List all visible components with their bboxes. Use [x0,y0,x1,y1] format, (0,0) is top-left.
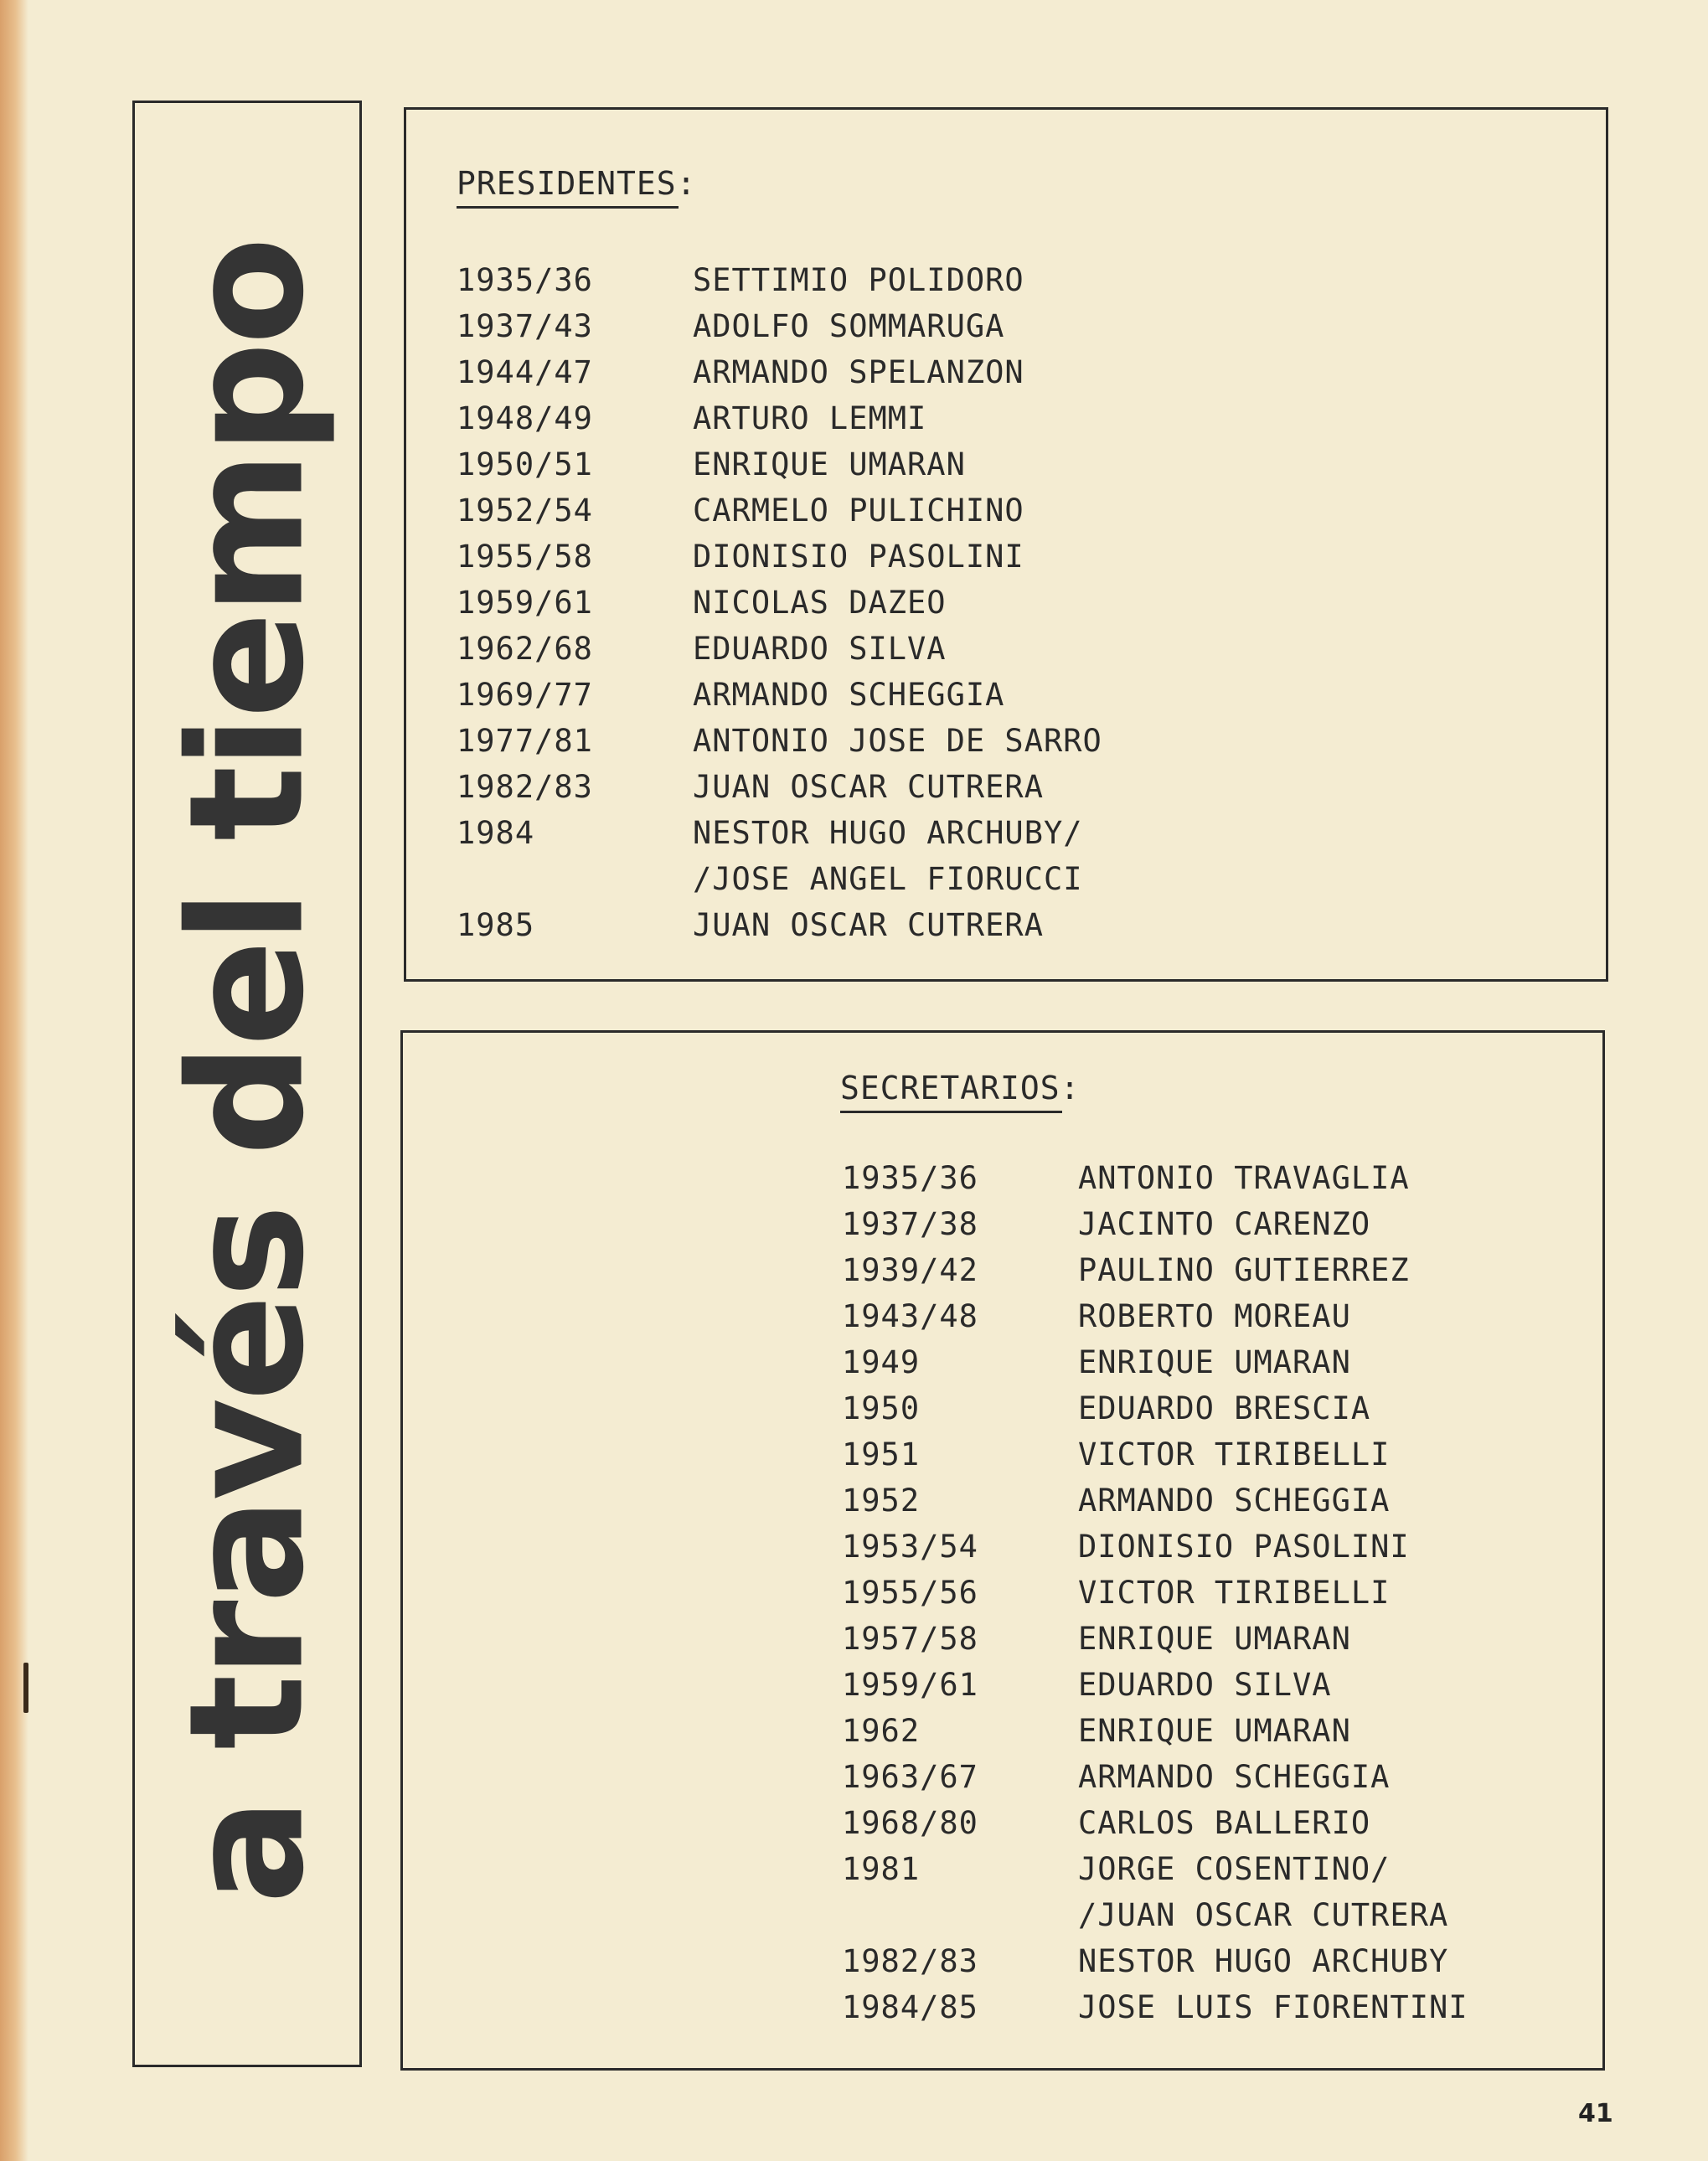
name-cell: EDUARDO SILVA [1078,1667,1332,1703]
list-row [457,764,1102,810]
year-cell: 1935/36 [842,1160,978,1196]
year-cell: 1984 [457,815,535,851]
year-cell: 1935/36 [457,262,593,298]
list-row [842,1339,1468,1385]
secretarios-heading: SECRETARIOS: [840,1070,1081,1106]
name-cell: ARMANDO SCHEGGIA [693,677,1005,713]
name-cell: ENRIQUE UMARAN [1078,1621,1351,1657]
list-row [457,672,1102,718]
name-cell: VICTOR TIRIBELLI [1078,1575,1391,1611]
name-cell: ANTONIO JOSE DE SARRO [693,723,1102,759]
year-cell: 1943/48 [842,1298,978,1334]
name-cell: /JUAN OSCAR CUTRERA [1078,1897,1449,1933]
presidentes-heading: PRESIDENTES: [457,165,697,202]
year-cell: 1969/77 [457,677,593,713]
year-cell: 1944/47 [457,354,593,390]
list-row [842,1616,1468,1662]
name-cell: ANTONIO TRAVAGLIA [1078,1160,1410,1196]
year-cell: 1955/56 [842,1575,978,1611]
name-cell: SETTIMIO POLIDORO [693,262,1024,298]
list-row [842,1431,1468,1478]
list-row [842,1570,1468,1616]
list-row [457,303,1102,349]
year-cell: 1955/58 [457,539,593,575]
list-row [457,257,1102,303]
list-row [457,718,1102,764]
name-cell: JACINTO CARENZO [1078,1206,1371,1242]
year-cell: 1950/51 [457,446,593,482]
name-cell: DIONISIO PASOLINI [693,539,1024,575]
year-cell: 1948/49 [457,400,593,436]
list-row [457,534,1102,580]
list-row [842,1478,1468,1524]
name-cell: ADOLFO SOMMARUGA [693,308,1005,344]
name-cell: /JOSE ANGEL FIORUCCI [693,861,1083,897]
secretarios-box [400,1030,1605,2071]
name-cell: CARLOS BALLERIO [1078,1805,1371,1841]
list-row [842,1201,1468,1247]
name-cell: ENRIQUE UMARAN [693,446,966,482]
year-cell: 1952 [842,1483,921,1519]
year-cell: 1953/54 [842,1529,978,1565]
year-cell: 1963/67 [842,1759,978,1795]
year-cell: 1962 [842,1713,921,1749]
name-cell: ARTURO LEMMI [693,400,927,436]
list-row [457,441,1102,487]
year-cell: 1977/81 [457,723,593,759]
year-cell: 1981 [842,1851,921,1887]
name-cell: JUAN OSCAR CUTRERA [693,907,1044,943]
name-cell: NESTOR HUGO ARCHUBY [1078,1943,1449,1979]
year-cell: 1959/61 [842,1667,978,1703]
year-cell: 1950 [842,1390,921,1426]
list-row [457,856,1102,902]
list-row [842,1846,1468,1892]
year-cell: 1951 [842,1436,921,1472]
name-cell: ROBERTO MOREAU [1078,1298,1351,1334]
name-cell: VICTOR TIRIBELLI [1078,1436,1391,1472]
name-cell: ENRIQUE UMARAN [1078,1713,1351,1749]
presidentes-list [457,257,1102,948]
list-row [457,487,1102,534]
list-row [842,1754,1468,1800]
year-cell: 1949 [842,1344,921,1380]
list-row [842,1385,1468,1431]
binding-mark [23,1663,28,1713]
name-cell: ENRIQUE UMARAN [1078,1344,1351,1380]
name-cell: JOSE LUIS FIORENTINI [1078,1989,1468,2025]
year-cell: 1985 [457,907,535,943]
list-row [842,1708,1468,1754]
year-cell: 1939/42 [842,1252,978,1288]
name-cell: EDUARDO SILVA [693,631,947,667]
name-cell: PAULINO GUTIERREZ [1078,1252,1410,1288]
list-row [842,1247,1468,1293]
name-cell: JORGE COSENTINO/ [1078,1851,1391,1887]
year-cell: 1962/68 [457,631,593,667]
year-cell: 1959/61 [457,585,593,621]
list-row [842,1524,1468,1570]
year-cell: 1937/38 [842,1206,978,1242]
list-row [842,1938,1468,1984]
list-row [842,1800,1468,1846]
year-cell: 1968/80 [842,1805,978,1841]
list-row [842,1155,1468,1201]
list-row [842,1892,1468,1938]
name-cell: JUAN OSCAR CUTRERA [693,769,1044,805]
list-row [457,395,1102,441]
year-cell: 1937/43 [457,308,593,344]
name-cell: DIONISIO PASOLINI [1078,1529,1410,1565]
year-cell: 1982/83 [457,769,593,805]
name-cell: ARMANDO SCHEGGIA [1078,1483,1391,1519]
list-row [457,626,1102,672]
name-cell: ARMANDO SCHEGGIA [1078,1759,1391,1795]
name-cell: NICOLAS DAZEO [693,585,947,621]
presidentes-box [404,107,1608,982]
year-cell: 1952/54 [457,493,593,529]
list-row [457,349,1102,395]
page-edge [0,0,28,2161]
year-cell: 1957/58 [842,1621,978,1657]
page-number: 41 [1578,2099,1613,2128]
name-cell: NESTOR HUGO ARCHUBY/ [693,815,1083,851]
name-cell: CARMELO PULICHINO [693,493,1024,529]
list-row [457,902,1102,948]
list-row [842,1984,1468,2030]
list-row [457,810,1102,856]
sidebar-title: a través del tiempo [155,240,339,1905]
year-cell: 1982/83 [842,1943,978,1979]
list-row [842,1662,1468,1708]
name-cell: EDUARDO BRESCIA [1078,1390,1371,1426]
secretarios-list [842,1155,1468,2030]
year-cell: 1984/85 [842,1989,978,2025]
list-row [842,1293,1468,1339]
name-cell: ARMANDO SPELANZON [693,354,1024,390]
list-row [457,580,1102,626]
